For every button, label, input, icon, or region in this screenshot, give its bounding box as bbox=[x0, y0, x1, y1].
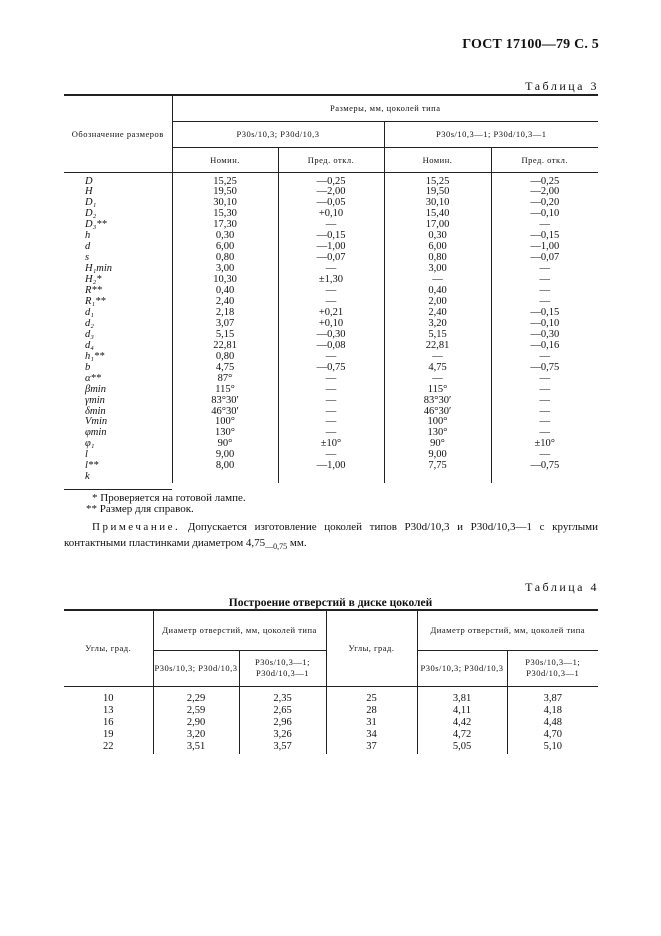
t3-cell: —0,08 bbox=[278, 341, 384, 352]
t3-cell: —1,00 bbox=[278, 461, 384, 472]
t4-cell: 28 bbox=[326, 705, 417, 717]
t3-cell: βmin bbox=[85, 383, 106, 395]
t3-cell: —1,00 bbox=[278, 242, 384, 253]
t3-cell: +0,10 bbox=[278, 319, 384, 330]
t3-cell: 30,10 bbox=[172, 198, 278, 209]
table4-caption: Таблица 4 bbox=[525, 580, 599, 594]
t4-cell: 16 bbox=[103, 716, 114, 728]
t3-cell bbox=[384, 472, 491, 483]
t3-cell: d₂ bbox=[85, 317, 94, 329]
angles-header-left: Углы, град. bbox=[64, 610, 153, 686]
t3-cell: — bbox=[278, 374, 384, 385]
diameter-group-header-right: Диаметр отверстий, мм, цоколей типа bbox=[417, 610, 598, 650]
angles-header-right: Углы, град. bbox=[326, 610, 417, 686]
t4-cell: 4,70 bbox=[507, 729, 598, 741]
t3-cell: —0,75 bbox=[491, 363, 598, 374]
t4-cell: 4,48 bbox=[507, 717, 598, 729]
t3-cell: 4,75 bbox=[384, 363, 491, 374]
t3-cell: — bbox=[278, 264, 384, 275]
t3-cell: 90° bbox=[384, 439, 491, 450]
t3-cell: 6,00 bbox=[172, 242, 278, 253]
t3-cell: s bbox=[85, 252, 90, 264]
t4-cell: 4,11 bbox=[417, 705, 507, 717]
t3-cell: 3,00 bbox=[172, 264, 278, 275]
t3-row bbox=[64, 461, 598, 472]
footnote-divider bbox=[64, 489, 172, 490]
t3-cell: H bbox=[85, 186, 93, 198]
t4-cell: 3,87 bbox=[507, 686, 598, 705]
t3-cell: D₁ bbox=[85, 197, 97, 209]
t4-row bbox=[64, 717, 598, 729]
t3-cell: —1,00 bbox=[491, 242, 598, 253]
deviation-header-a: Пред. откл. bbox=[278, 147, 384, 172]
t3-cell: — bbox=[278, 417, 384, 428]
t4-type-a-left: P30s/10,3; P30d/10,3 bbox=[153, 650, 239, 686]
t3-cell: — bbox=[491, 352, 598, 363]
t4-cell: 13 bbox=[103, 704, 114, 716]
t3-cell: 130° bbox=[384, 428, 491, 439]
t3-cell: h bbox=[85, 230, 91, 242]
t3-row bbox=[64, 363, 598, 374]
dimensions-group-header: Размеры, мм, цоколей типа bbox=[172, 95, 598, 121]
t3-cell: — bbox=[491, 220, 598, 231]
t3-cell: — bbox=[278, 428, 384, 439]
note-text: Допускается изготовление цоколей типов P30d/10,3 и P30d/10,3—1 с круглыми контактными пластинками диаметром 4,75 bbox=[64, 521, 599, 549]
t3-cell: — bbox=[491, 286, 598, 297]
t4-row bbox=[64, 741, 598, 753]
t3-cell: 15,30 bbox=[172, 209, 278, 220]
t3-row bbox=[64, 472, 598, 483]
note bbox=[64, 519, 598, 555]
t4-cell: 19 bbox=[103, 729, 114, 741]
t3-cell: 5,15 bbox=[384, 330, 491, 341]
table3-body bbox=[64, 172, 598, 483]
t3-cell bbox=[172, 472, 278, 483]
type-a-header: P30s/10,3; P30d/10,3 bbox=[172, 121, 384, 147]
t3-cell: — bbox=[491, 407, 598, 418]
t3-cell: 130° bbox=[172, 428, 278, 439]
t3-cell: 0,80 bbox=[172, 352, 278, 363]
t4-cell: 25 bbox=[326, 686, 417, 705]
t3-cell: —0,10 bbox=[491, 319, 598, 330]
t3-cell: —0,75 bbox=[278, 363, 384, 374]
t3-cell: 17,00 bbox=[384, 220, 491, 231]
t3-cell: R₁** bbox=[85, 295, 106, 307]
t3-cell: —0,07 bbox=[491, 253, 598, 264]
note-label: Примечание. bbox=[92, 521, 181, 533]
t3-row bbox=[64, 385, 598, 396]
t3-cell: 83°30′ bbox=[384, 396, 491, 407]
t3-cell: — bbox=[491, 297, 598, 308]
t4-cell: 4,42 bbox=[417, 717, 507, 729]
t3-cell: — bbox=[278, 220, 384, 231]
table3 bbox=[64, 94, 598, 483]
t3-cell: φmin bbox=[85, 427, 107, 439]
t3-row bbox=[64, 396, 598, 407]
t3-cell: — bbox=[491, 264, 598, 275]
t3-cell: —0,30 bbox=[491, 330, 598, 341]
page-header: ГОСТ 17100—79 С. 5 bbox=[462, 37, 599, 52]
t3-cell: 83°30′ bbox=[172, 396, 278, 407]
t3-cell: 3,07 bbox=[172, 319, 278, 330]
t3-cell: 30,10 bbox=[384, 198, 491, 209]
t4-cell: 3,51 bbox=[153, 741, 239, 753]
t3-cell: 15,40 bbox=[384, 209, 491, 220]
t3-cell: 0,40 bbox=[172, 286, 278, 297]
t4-cell: 2,29 bbox=[153, 686, 239, 705]
t3-cell: — bbox=[491, 275, 598, 286]
t3-cell: 90° bbox=[172, 439, 278, 450]
t3-cell: 100° bbox=[384, 417, 491, 428]
t3-cell: —0,05 bbox=[278, 198, 384, 209]
t3-cell: 19,50 bbox=[384, 187, 491, 198]
deviation-header-b: Пред. откл. bbox=[491, 147, 598, 172]
t3-cell: —0,15 bbox=[491, 308, 598, 319]
t4-type-b-right: P30s/10,3—1; P30d/10,3—1 bbox=[507, 650, 598, 686]
t3-cell: Vmin bbox=[85, 416, 108, 428]
t3-cell: — bbox=[278, 286, 384, 297]
t3-cell: δmin bbox=[85, 405, 106, 417]
t3-cell: 9,00 bbox=[384, 450, 491, 461]
t3-cell: h₁** bbox=[85, 350, 105, 362]
t3-cell: α** bbox=[85, 372, 102, 384]
t3-cell bbox=[278, 472, 384, 483]
t3-cell: 15,25 bbox=[172, 172, 278, 187]
t3-row bbox=[64, 172, 598, 187]
t3-cell: —2,00 bbox=[278, 187, 384, 198]
t3-cell: d bbox=[85, 241, 91, 253]
t3-cell: 100° bbox=[172, 417, 278, 428]
t3-cell: —0,20 bbox=[491, 198, 598, 209]
t4-cell: 2,59 bbox=[153, 705, 239, 717]
t4-row bbox=[64, 686, 598, 705]
t3-cell: — bbox=[384, 352, 491, 363]
t3-cell: —0,30 bbox=[278, 330, 384, 341]
t3-cell: — bbox=[491, 385, 598, 396]
t3-cell: —0,25 bbox=[491, 172, 598, 187]
t3-cell: 6,00 bbox=[384, 242, 491, 253]
t3-cell: — bbox=[384, 374, 491, 385]
t3-cell: — bbox=[278, 450, 384, 461]
t3-cell: 46°30′ bbox=[172, 407, 278, 418]
t4-cell: 5,05 bbox=[417, 741, 507, 753]
t3-cell: — bbox=[278, 297, 384, 308]
t4-cell: 2,65 bbox=[239, 705, 326, 717]
t3-cell: — bbox=[491, 396, 598, 407]
t4-cell: 34 bbox=[326, 729, 417, 741]
t3-cell: —0,16 bbox=[491, 341, 598, 352]
note-unit: мм. bbox=[289, 537, 307, 549]
t3-cell: γmin bbox=[85, 394, 105, 406]
t3-cell: —0,75 bbox=[491, 461, 598, 472]
t4-cell: 5,10 bbox=[507, 741, 598, 753]
t3-cell: 17,30 bbox=[172, 220, 278, 231]
t3-cell: — bbox=[278, 407, 384, 418]
t3-cell: — bbox=[491, 450, 598, 461]
type-b-header: P30s/10,3—1; P30d/10,3—1 bbox=[384, 121, 598, 147]
t3-cell: 9,00 bbox=[172, 450, 278, 461]
t3-cell: —0,10 bbox=[491, 209, 598, 220]
t3-cell: 3,20 bbox=[384, 319, 491, 330]
t3-cell: 5,15 bbox=[172, 330, 278, 341]
t3-cell: 87° bbox=[172, 374, 278, 385]
t3-cell: D₂ bbox=[85, 208, 97, 220]
nominal-header-b: Номин. bbox=[384, 147, 491, 172]
t3-cell: 3,00 bbox=[384, 264, 491, 275]
t4-cell: 4,72 bbox=[417, 729, 507, 741]
t3-cell: 8,00 bbox=[172, 461, 278, 472]
t3-cell: R** bbox=[85, 285, 102, 297]
t3-cell: — bbox=[491, 428, 598, 439]
t4-cell: 37 bbox=[326, 741, 417, 753]
t3-cell: D₃** bbox=[85, 219, 107, 231]
t3-cell: d₃ bbox=[85, 328, 94, 340]
t3-cell: 2,40 bbox=[384, 308, 491, 319]
t4-cell: 4,18 bbox=[507, 705, 598, 717]
t4-cell: 3,57 bbox=[239, 741, 326, 753]
t3-cell: 2,00 bbox=[384, 297, 491, 308]
footnote-2: ** Размер для справок. bbox=[86, 503, 194, 515]
t4-cell: 3,81 bbox=[417, 686, 507, 705]
t3-cell: 0,80 bbox=[172, 253, 278, 264]
t4-cell: 22 bbox=[103, 741, 114, 753]
t3-cell: ±1,30 bbox=[278, 275, 384, 286]
t3-cell: ±10° bbox=[491, 439, 598, 450]
t3-cell: H₁min bbox=[85, 263, 112, 275]
t3-cell: l bbox=[85, 449, 88, 461]
t4-type-b-left: P30s/10,3—1; P30d/10,3—1 bbox=[239, 650, 326, 686]
footnote-1: * Проверяется на готовой лампе. bbox=[92, 492, 246, 504]
t3-cell: — bbox=[491, 417, 598, 428]
t3-cell: D bbox=[85, 175, 93, 187]
t3-cell: — bbox=[278, 396, 384, 407]
t3-cell: — bbox=[491, 374, 598, 385]
t3-cell: 2,40 bbox=[172, 297, 278, 308]
t3-cell: 4,75 bbox=[172, 363, 278, 374]
t4-cell: 2,96 bbox=[239, 717, 326, 729]
t3-cell: — bbox=[384, 275, 491, 286]
t3-cell: 19,50 bbox=[172, 187, 278, 198]
t3-cell: 115° bbox=[384, 385, 491, 396]
t3-cell: H₂* bbox=[85, 274, 102, 286]
t4-cell: 2,35 bbox=[239, 686, 326, 705]
t3-row bbox=[64, 374, 598, 385]
t4-row bbox=[64, 729, 598, 741]
t3-cell: 7,75 bbox=[384, 461, 491, 472]
t3-cell: +0,21 bbox=[278, 308, 384, 319]
t4-type-a-right: P30s/10,3; P30d/10,3 bbox=[417, 650, 507, 686]
table4-title: Построение отверстий в диске цоколей bbox=[228, 597, 433, 609]
t3-cell: +0,10 bbox=[278, 209, 384, 220]
t4-row bbox=[64, 705, 598, 717]
t3-cell: l** bbox=[85, 460, 99, 472]
t3-cell: —0,25 bbox=[278, 172, 384, 187]
t3-cell: 15,25 bbox=[384, 172, 491, 187]
t3-cell: d₁ bbox=[85, 306, 94, 318]
table4 bbox=[64, 609, 598, 754]
t3-cell: d₄ bbox=[85, 339, 94, 351]
t3-cell: —0,07 bbox=[278, 253, 384, 264]
t3-cell: k bbox=[85, 471, 90, 483]
t4-cell: 10 bbox=[103, 692, 114, 704]
t3-cell: 0,80 bbox=[384, 253, 491, 264]
t4-cell: 3,26 bbox=[239, 729, 326, 741]
t3-cell: — bbox=[278, 385, 384, 396]
t3-cell: — bbox=[278, 352, 384, 363]
t3-cell: φ₁ bbox=[85, 438, 95, 450]
diameter-group-header-left: Диаметр отверстий, мм, цоколей типа bbox=[153, 610, 326, 650]
t3-cell: 22,81 bbox=[384, 341, 491, 352]
t3-cell: b bbox=[85, 361, 91, 373]
t3-cell: 46°30′ bbox=[384, 407, 491, 418]
t3-cell: —0,15 bbox=[491, 231, 598, 242]
table3-caption: Таблица 3 bbox=[525, 79, 599, 93]
t3-cell: ±10° bbox=[278, 439, 384, 450]
t3-cell: —0,15 bbox=[278, 231, 384, 242]
t3-cell: 2,18 bbox=[172, 308, 278, 319]
t3-cell: 0,40 bbox=[384, 286, 491, 297]
t4-cell: 3,20 bbox=[153, 729, 239, 741]
t4-cell: 31 bbox=[326, 717, 417, 729]
t3-cell: 115° bbox=[172, 385, 278, 396]
t3-cell: 22,81 bbox=[172, 341, 278, 352]
col-designation-header: Обозначение размеров bbox=[64, 95, 172, 172]
t3-cell: —2,00 bbox=[491, 187, 598, 198]
nominal-header-a: Номин. bbox=[172, 147, 278, 172]
t3-cell: 0,30 bbox=[172, 231, 278, 242]
t3-cell: 10,30 bbox=[172, 275, 278, 286]
t3-cell: 0,30 bbox=[384, 231, 491, 242]
t4-cell: 2,90 bbox=[153, 717, 239, 729]
table4-body bbox=[64, 686, 598, 754]
t3-cell bbox=[491, 472, 598, 483]
note-tolerance: —0,75 bbox=[265, 542, 288, 552]
